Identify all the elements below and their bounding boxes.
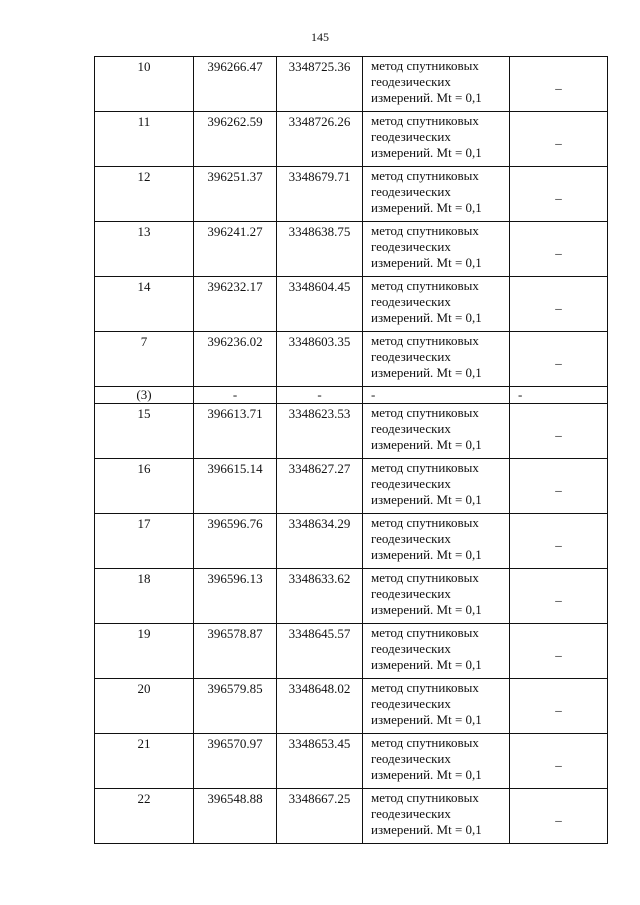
- method-text-line-2: геодезических: [371, 586, 451, 601]
- method-text-line-1: метод спутниковых: [371, 223, 479, 238]
- method-text-line-1: метод спутниковых: [371, 278, 479, 293]
- method-cell: [363, 277, 510, 332]
- method-cell: [363, 734, 510, 789]
- dash-cell: _: [510, 514, 608, 569]
- method-text-line-3: измерений. Mt = 0,1: [371, 437, 482, 452]
- point-number-cell: 20: [95, 679, 194, 734]
- method-text-line-3: измерений. Mt = 0,1: [371, 712, 482, 727]
- x-coordinate-cell: 396579.85: [194, 679, 277, 734]
- method-text-line-1: метод спутниковых: [371, 113, 479, 128]
- table-row: [95, 514, 608, 569]
- method-text-line-1: метод спутниковых: [371, 405, 479, 420]
- y-coordinate-cell: 3348679.71: [277, 167, 363, 222]
- method-text-line-3: измерений. Mt = 0,1: [371, 767, 482, 782]
- table-row: [95, 569, 608, 624]
- y-coordinate-cell: 3348627.27: [277, 459, 363, 514]
- point-number-cell: 17: [95, 514, 194, 569]
- dash-cell: _: [510, 459, 608, 514]
- x-coordinate-cell: 396615.14: [194, 459, 277, 514]
- table-row: [95, 57, 608, 112]
- point-number-cell: 18: [95, 569, 194, 624]
- point-number-cell: 7: [95, 332, 194, 387]
- table-row: [95, 167, 608, 222]
- table-row: [95, 789, 608, 844]
- method-cell: [363, 679, 510, 734]
- dash-cell: _: [510, 112, 608, 167]
- method-text-line-1: метод спутниковых: [371, 735, 479, 750]
- y-coordinate-cell: 3348726.26: [277, 112, 363, 167]
- method-text-line-1: метод спутниковых: [371, 625, 479, 640]
- point-number-cell: 10: [95, 57, 194, 112]
- x-coordinate-cell: 396236.02: [194, 332, 277, 387]
- page-number: 145: [311, 30, 329, 44]
- x-coordinate-cell: -: [194, 387, 277, 404]
- method-text-line-1: метод спутниковых: [371, 58, 479, 73]
- method-text-line-2: геодезических: [371, 349, 451, 364]
- dash-cell: _: [510, 569, 608, 624]
- point-number-cell: 12: [95, 167, 194, 222]
- method-text-line-1: метод спутниковых: [371, 515, 479, 530]
- x-coordinate-cell: 396596.76: [194, 514, 277, 569]
- method-text-line-3: измерений. Mt = 0,1: [371, 657, 482, 672]
- method-text-line-3: измерений. Mt = 0,1: [371, 547, 482, 562]
- method-text-line-3: измерений. Mt = 0,1: [371, 492, 482, 507]
- method-text-line-1: метод спутниковых: [371, 333, 479, 348]
- dash-cell: _: [510, 277, 608, 332]
- y-coordinate-cell: 3348648.02: [277, 679, 363, 734]
- y-coordinate-cell: 3348645.57: [277, 624, 363, 679]
- point-number-cell: 16: [95, 459, 194, 514]
- table-row: [95, 277, 608, 332]
- point-number-cell: 14: [95, 277, 194, 332]
- method-cell: [363, 387, 510, 404]
- dash-cell: _: [510, 167, 608, 222]
- method-text-line-3: измерений. Mt = 0,1: [371, 365, 482, 380]
- method-text-line-2: геодезических: [371, 294, 451, 309]
- y-coordinate-cell: 3348653.45: [277, 734, 363, 789]
- method-text-line-2: геодезических: [371, 421, 451, 436]
- method-text-line-3: измерений. Mt = 0,1: [371, 310, 482, 325]
- table-row: [95, 332, 608, 387]
- method-text-line-3: измерений. Mt = 0,1: [371, 90, 482, 105]
- x-coordinate-cell: 396570.97: [194, 734, 277, 789]
- method-text-line-3: измерений. Mt = 0,1: [371, 145, 482, 160]
- table-row: [95, 679, 608, 734]
- x-coordinate-cell: 396241.27: [194, 222, 277, 277]
- y-coordinate-cell: 3348603.35: [277, 332, 363, 387]
- dash-cell: _: [510, 734, 608, 789]
- method-cell: [363, 222, 510, 277]
- point-number-cell: 15: [95, 404, 194, 459]
- point-number-cell: 13: [95, 222, 194, 277]
- method-text-line-2: геодезических: [371, 184, 451, 199]
- dash-cell: _: [510, 332, 608, 387]
- y-coordinate-cell: 3348623.53: [277, 404, 363, 459]
- method-cell: [363, 332, 510, 387]
- method-cell: [363, 789, 510, 844]
- table-row: [95, 404, 608, 459]
- method-text-line-2: геодезических: [371, 531, 451, 546]
- table-row: [95, 734, 608, 789]
- dash-cell: _: [510, 679, 608, 734]
- section-separator-row: [95, 387, 608, 404]
- y-coordinate-cell: 3348725.36: [277, 57, 363, 112]
- method-cell: [363, 112, 510, 167]
- method-text-line-1: метод спутниковых: [371, 460, 479, 475]
- x-coordinate-cell: 396251.37: [194, 167, 277, 222]
- x-coordinate-cell: 396613.71: [194, 404, 277, 459]
- x-coordinate-cell: 396578.87: [194, 624, 277, 679]
- table-row: [95, 222, 608, 277]
- method-cell: [363, 57, 510, 112]
- method-cell: [363, 514, 510, 569]
- y-coordinate-cell: 3348634.29: [277, 514, 363, 569]
- dash-cell: _: [510, 222, 608, 277]
- x-coordinate-cell: 396266.47: [194, 57, 277, 112]
- dash-cell: _: [510, 789, 608, 844]
- dash-cell: -: [510, 387, 608, 404]
- method-text-line-1: -: [371, 387, 376, 402]
- x-coordinate-cell: 396596.13: [194, 569, 277, 624]
- method-text-line-2: геодезических: [371, 806, 451, 821]
- y-coordinate-cell: 3348638.75: [277, 222, 363, 277]
- point-number-cell: 22: [95, 789, 194, 844]
- method-text-line-3: измерений. Mt = 0,1: [371, 255, 482, 270]
- method-text-line-2: геодезических: [371, 696, 451, 711]
- method-cell: [363, 404, 510, 459]
- method-cell: [363, 459, 510, 514]
- point-number-cell: 19: [95, 624, 194, 679]
- method-text-line-1: метод спутниковых: [371, 168, 479, 183]
- point-number-cell: 11: [95, 112, 194, 167]
- method-text-line-3: измерений. Mt = 0,1: [371, 822, 482, 837]
- method-text-line-2: геодезических: [371, 239, 451, 254]
- y-coordinate-cell: 3348633.62: [277, 569, 363, 624]
- dash-cell: _: [510, 404, 608, 459]
- method-text-line-1: метод спутниковых: [371, 790, 479, 805]
- method-text-line-1: метод спутниковых: [371, 680, 479, 695]
- point-number-cell: 21: [95, 734, 194, 789]
- method-text-line-3: измерений. Mt = 0,1: [371, 200, 482, 215]
- y-coordinate-cell: -: [277, 387, 363, 404]
- method-text-line-2: геодезических: [371, 641, 451, 656]
- table-body: [95, 57, 608, 844]
- method-text-line-1: метод спутниковых: [371, 570, 479, 585]
- method-cell: [363, 624, 510, 679]
- point-number-cell: (3): [95, 387, 194, 404]
- x-coordinate-cell: 396232.17: [194, 277, 277, 332]
- dash-cell: _: [510, 57, 608, 112]
- method-cell: [363, 569, 510, 624]
- method-text-line-2: геодезических: [371, 476, 451, 491]
- y-coordinate-cell: 3348604.45: [277, 277, 363, 332]
- table-row: [95, 459, 608, 514]
- table-row: [95, 112, 608, 167]
- x-coordinate-cell: 396262.59: [194, 112, 277, 167]
- method-text-line-2: геодезических: [371, 74, 451, 89]
- y-coordinate-cell: 3348667.25: [277, 789, 363, 844]
- coordinates-table: [94, 56, 608, 844]
- method-text-line-2: геодезических: [371, 129, 451, 144]
- method-cell: [363, 167, 510, 222]
- method-text-line-2: геодезических: [371, 751, 451, 766]
- x-coordinate-cell: 396548.88: [194, 789, 277, 844]
- table-row: [95, 624, 608, 679]
- method-text-line-3: измерений. Mt = 0,1: [371, 602, 482, 617]
- dash-cell: _: [510, 624, 608, 679]
